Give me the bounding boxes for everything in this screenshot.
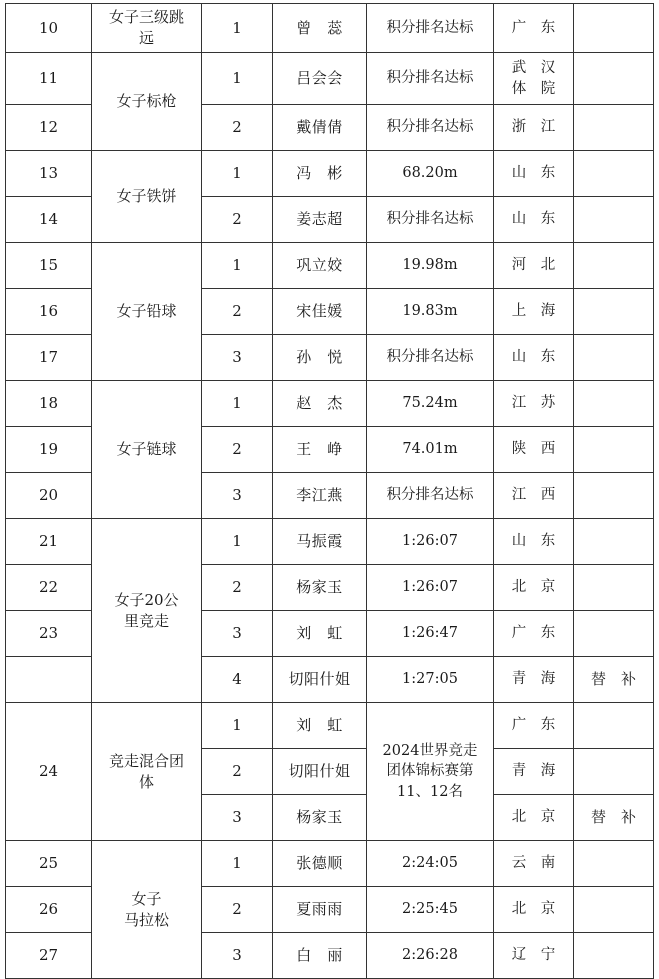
note bbox=[574, 611, 654, 657]
region: 河 北 bbox=[494, 243, 574, 289]
region: 上 海 bbox=[494, 289, 574, 335]
rank-order: 3 bbox=[202, 473, 273, 519]
row-number: 25 bbox=[6, 841, 92, 887]
region: 陕 西 bbox=[494, 427, 574, 473]
athlete-name: 宋佳媛 bbox=[273, 289, 367, 335]
qualification-result: 1:26:47 bbox=[367, 611, 494, 657]
qualification-result: 2024世界竞走 团体锦标赛第 11、12名 bbox=[367, 703, 494, 841]
athlete-name: 吕会会 bbox=[273, 53, 367, 105]
rank-order: 3 bbox=[202, 335, 273, 381]
rank-order: 1 bbox=[202, 243, 273, 289]
row-number: 12 bbox=[6, 105, 92, 151]
athlete-name: 切阳什姐 bbox=[273, 749, 367, 795]
athlete-name: 冯 彬 bbox=[273, 151, 367, 197]
rank-order: 2 bbox=[202, 289, 273, 335]
qualification-result: 68.20m bbox=[367, 151, 494, 197]
row-number bbox=[6, 657, 92, 703]
note bbox=[574, 933, 654, 979]
qualification-result: 1:26:07 bbox=[367, 519, 494, 565]
note bbox=[574, 565, 654, 611]
note bbox=[574, 887, 654, 933]
qualification-result: 2:24:05 bbox=[367, 841, 494, 887]
region: 山 东 bbox=[494, 197, 574, 243]
athlete-name: 赵 杰 bbox=[273, 381, 367, 427]
region: 北 京 bbox=[494, 887, 574, 933]
athlete-name: 巩立姣 bbox=[273, 243, 367, 289]
qualification-result: 75.24m bbox=[367, 381, 494, 427]
qualification-result: 1:27:05 bbox=[367, 657, 494, 703]
rank-order: 4 bbox=[202, 657, 273, 703]
rank-order: 1 bbox=[202, 4, 273, 53]
event-name: 女子铁饼 bbox=[92, 151, 202, 243]
row-number: 10 bbox=[6, 4, 92, 53]
table-row bbox=[6, 841, 654, 887]
athlete-name: 白 丽 bbox=[273, 933, 367, 979]
rank-order: 2 bbox=[202, 427, 273, 473]
row-number: 24 bbox=[6, 703, 92, 841]
note bbox=[574, 703, 654, 749]
athlete-name: 杨家玉 bbox=[273, 795, 367, 841]
row-number: 13 bbox=[6, 151, 92, 197]
qualification-result: 积分排名达标 bbox=[367, 197, 494, 243]
rank-order: 2 bbox=[202, 887, 273, 933]
region: 云 南 bbox=[494, 841, 574, 887]
region: 山 东 bbox=[494, 519, 574, 565]
rank-order: 1 bbox=[202, 381, 273, 427]
athlete-name: 刘 虹 bbox=[273, 611, 367, 657]
row-number: 26 bbox=[6, 887, 92, 933]
note bbox=[574, 53, 654, 105]
row-number: 16 bbox=[6, 289, 92, 335]
event-name: 女子 马拉松 bbox=[92, 841, 202, 979]
region: 山 东 bbox=[494, 335, 574, 381]
note: 替 补 bbox=[574, 795, 654, 841]
row-number: 19 bbox=[6, 427, 92, 473]
qualification-result: 19.98m bbox=[367, 243, 494, 289]
athlete-name: 切阳什姐 bbox=[273, 657, 367, 703]
qualification-result: 1:26:07 bbox=[367, 565, 494, 611]
athlete-name: 刘 虹 bbox=[273, 703, 367, 749]
row-number: 21 bbox=[6, 519, 92, 565]
rank-order: 3 bbox=[202, 611, 273, 657]
row-number: 22 bbox=[6, 565, 92, 611]
rank-order: 3 bbox=[202, 933, 273, 979]
note bbox=[574, 243, 654, 289]
table-row bbox=[6, 151, 654, 197]
rank-order: 2 bbox=[202, 565, 273, 611]
note bbox=[574, 427, 654, 473]
row-number: 14 bbox=[6, 197, 92, 243]
row-number: 23 bbox=[6, 611, 92, 657]
rank-order: 1 bbox=[202, 519, 273, 565]
row-number: 15 bbox=[6, 243, 92, 289]
rank-order: 2 bbox=[202, 197, 273, 243]
note bbox=[574, 381, 654, 427]
note: 替 补 bbox=[574, 657, 654, 703]
note bbox=[574, 151, 654, 197]
region: 武 汉 体 院 bbox=[494, 53, 574, 105]
table-row bbox=[6, 703, 654, 749]
rank-order: 1 bbox=[202, 703, 273, 749]
table-row bbox=[6, 519, 654, 565]
qualification-result: 积分排名达标 bbox=[367, 105, 494, 151]
region: 广 东 bbox=[494, 703, 574, 749]
rank-order: 1 bbox=[202, 841, 273, 887]
qualification-result: 积分排名达标 bbox=[367, 53, 494, 105]
table-row bbox=[6, 4, 654, 53]
region: 辽 宁 bbox=[494, 933, 574, 979]
qualification-result: 2:25:45 bbox=[367, 887, 494, 933]
athlete-name: 孙 悦 bbox=[273, 335, 367, 381]
table-row bbox=[6, 381, 654, 427]
athlete-name: 杨家玉 bbox=[273, 565, 367, 611]
event-name: 女子标枪 bbox=[92, 53, 202, 151]
qualification-result: 积分排名达标 bbox=[367, 335, 494, 381]
row-number: 20 bbox=[6, 473, 92, 519]
region: 江 苏 bbox=[494, 381, 574, 427]
rank-order: 2 bbox=[202, 105, 273, 151]
row-number: 17 bbox=[6, 335, 92, 381]
note bbox=[574, 473, 654, 519]
event-name: 女子铅球 bbox=[92, 243, 202, 381]
athlete-name: 曾 蕊 bbox=[273, 4, 367, 53]
note bbox=[574, 841, 654, 887]
note bbox=[574, 749, 654, 795]
note bbox=[574, 105, 654, 151]
note bbox=[574, 4, 654, 53]
qualification-result: 积分排名达标 bbox=[367, 4, 494, 53]
region: 山 东 bbox=[494, 151, 574, 197]
athlete-name: 戴倩倩 bbox=[273, 105, 367, 151]
rank-order: 3 bbox=[202, 795, 273, 841]
region: 北 京 bbox=[494, 795, 574, 841]
rank-order: 1 bbox=[202, 151, 273, 197]
region: 广 东 bbox=[494, 611, 574, 657]
table-row bbox=[6, 53, 654, 105]
athlete-name: 姜志超 bbox=[273, 197, 367, 243]
region: 青 海 bbox=[494, 749, 574, 795]
qualification-result: 2:26:28 bbox=[367, 933, 494, 979]
table-row bbox=[6, 243, 654, 289]
rank-order: 2 bbox=[202, 749, 273, 795]
note bbox=[574, 519, 654, 565]
region: 广 东 bbox=[494, 4, 574, 53]
athlete-name: 夏雨雨 bbox=[273, 887, 367, 933]
athlete-name: 张德顺 bbox=[273, 841, 367, 887]
event-name: 竞走混合团 体 bbox=[92, 703, 202, 841]
athlete-name: 王 峥 bbox=[273, 427, 367, 473]
athlete-name: 李江燕 bbox=[273, 473, 367, 519]
row-number: 18 bbox=[6, 381, 92, 427]
note bbox=[574, 335, 654, 381]
event-name: 女子20公 里竞走 bbox=[92, 519, 202, 703]
region: 北 京 bbox=[494, 565, 574, 611]
region: 浙 江 bbox=[494, 105, 574, 151]
event-name: 女子三级跳 远 bbox=[92, 4, 202, 53]
row-number: 11 bbox=[6, 53, 92, 105]
region: 青 海 bbox=[494, 657, 574, 703]
note bbox=[574, 289, 654, 335]
athlete-name: 马振霞 bbox=[273, 519, 367, 565]
region: 江 西 bbox=[494, 473, 574, 519]
qualification-result: 积分排名达标 bbox=[367, 473, 494, 519]
athlete-roster-table bbox=[5, 3, 654, 979]
rank-order: 1 bbox=[202, 53, 273, 105]
qualification-result: 19.83m bbox=[367, 289, 494, 335]
qualification-result: 74.01m bbox=[367, 427, 494, 473]
note bbox=[574, 197, 654, 243]
row-number: 27 bbox=[6, 933, 92, 979]
event-name: 女子链球 bbox=[92, 381, 202, 519]
